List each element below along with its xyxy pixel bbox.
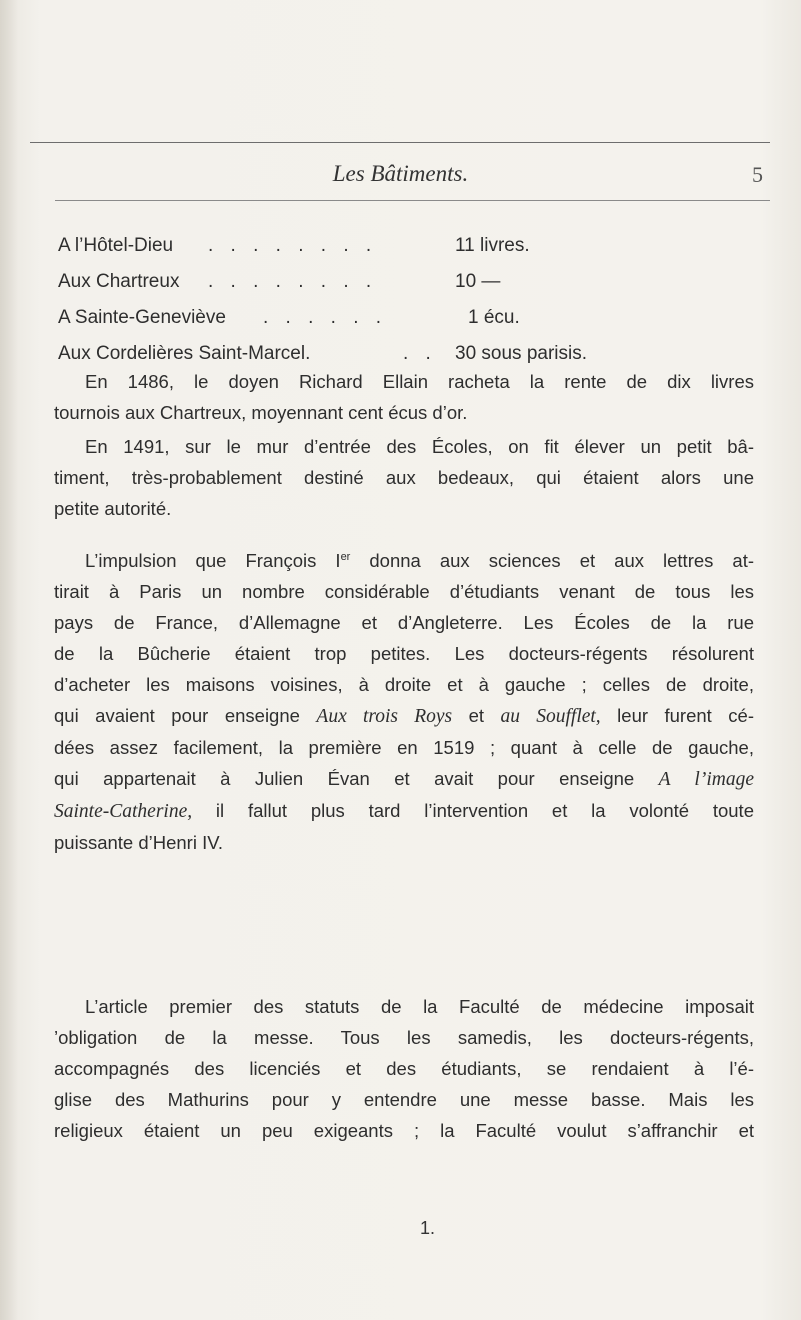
ledger-row — [58, 264, 748, 300]
text-fragment: qui avaient pour enseigne — [54, 705, 317, 726]
text-line — [54, 700, 754, 732]
ledger-amount: 30 sous parisis. — [455, 343, 588, 364]
ledger-label: A l’Hôtel-Dieu — [58, 235, 174, 256]
text-line: religieux étaient un peu exigeants ; la Faculté voulut s’affranchir et — [54, 1120, 754, 1141]
text-fragment: qui appartenait à Julien Évan et avait pour enseigne — [54, 768, 659, 789]
ledger-row — [58, 300, 748, 336]
footnote-marker: 1. — [420, 1218, 436, 1238]
text-line — [54, 795, 754, 827]
text-fragment: donna aux sciences et aux lettres at- — [350, 550, 755, 571]
ledger-label: A Sainte-Geneviève — [58, 307, 226, 328]
text-line: tournois aux Chartreux, moyennant cent écus d’or. — [54, 402, 468, 423]
superscript: er — [340, 551, 351, 563]
text-fragment: il fallut plus tard l’intervention et la volonté toute — [192, 800, 754, 821]
gutter-shadow — [0, 0, 18, 1320]
page-number: 5 — [752, 162, 763, 187]
text-line: timent, très-probablement destiné aux bedeaux, qui étaient alors une — [54, 467, 754, 488]
text-line: puissante d’Henri IV. — [54, 832, 224, 853]
text-line: En 1486, le doyen Richard Ellain racheta la rente de dix livres — [85, 371, 754, 392]
italic-sign-name: Sainte-Catherine, — [54, 801, 193, 822]
ledger-leader-dots: . . . . . . . . — [208, 271, 378, 292]
ledger-amount: 1 écu. — [468, 307, 520, 328]
text-line: tirait à Paris un nombre considérable d’étudiants venant de tous les — [54, 581, 754, 602]
header-rule-bottom — [55, 200, 770, 201]
ledger-label: Aux Cordelières Saint-Marcel. — [58, 343, 311, 364]
italic-sign-name: A l’image — [658, 769, 754, 790]
header-rule-top — [30, 142, 770, 143]
italic-sign-name: au Soufflet, — [500, 706, 601, 727]
text-line: ’obligation de la messe. Tous les samedis, les docteurs-régents, — [54, 1027, 754, 1048]
paragraph-1 — [54, 366, 754, 428]
text-line: accompagnés des licenciés et des étudiants, se rendaient à l’é- — [54, 1058, 754, 1079]
text-line: dées assez facilement, la première en 1519 ; quant à celle de gauche, — [54, 737, 754, 758]
text-line: glise des Mathurins pour y entendre une messe basse. Mais les — [54, 1089, 754, 1110]
italic-sign-name: Aux trois Roys — [316, 706, 453, 727]
ledger-row — [58, 228, 748, 264]
text-fragment: L’impulsion que François I — [85, 550, 341, 571]
ledger-leader-dots: . . . . . . — [263, 307, 388, 328]
text-line — [54, 763, 754, 795]
ledger-leader-dots: . . . . . . . . — [208, 235, 378, 256]
text-line: d’acheter les maisons voisines, à droite et à gauche ; celles de droite, — [54, 674, 754, 695]
running-head: Les Bâtiments. — [332, 161, 469, 186]
ledger-amount: 10 — — [455, 271, 501, 292]
text-line: L’article premier des statuts de la Faculté de médecine imposait — [85, 996, 754, 1017]
ledger-leader-dots: . . — [403, 343, 437, 364]
ledger-table — [58, 228, 748, 372]
text-fragment: et — [452, 705, 501, 726]
text-line: de la Bûcherie étaient trop petites. Les docteurs-régents résolurent — [54, 643, 754, 664]
text-fragment: leur furent cé- — [600, 705, 754, 726]
ledger-amount: 11 livres. — [455, 235, 530, 256]
ledger-label: Aux Chartreux — [58, 271, 180, 292]
text-line — [54, 545, 754, 576]
text-line: En 1491, sur le mur d’entrée des Écoles, on fit élever un petit bâ- — [85, 436, 754, 457]
text-line: pays de France, d’Allemagne et d’Angleterre. Les Écoles de la rue — [54, 612, 754, 633]
text-line: petite autorité. — [54, 498, 172, 519]
paragraph-3 — [54, 545, 754, 858]
paragraph-4 — [54, 991, 754, 1146]
paragraph-2 — [54, 431, 754, 524]
